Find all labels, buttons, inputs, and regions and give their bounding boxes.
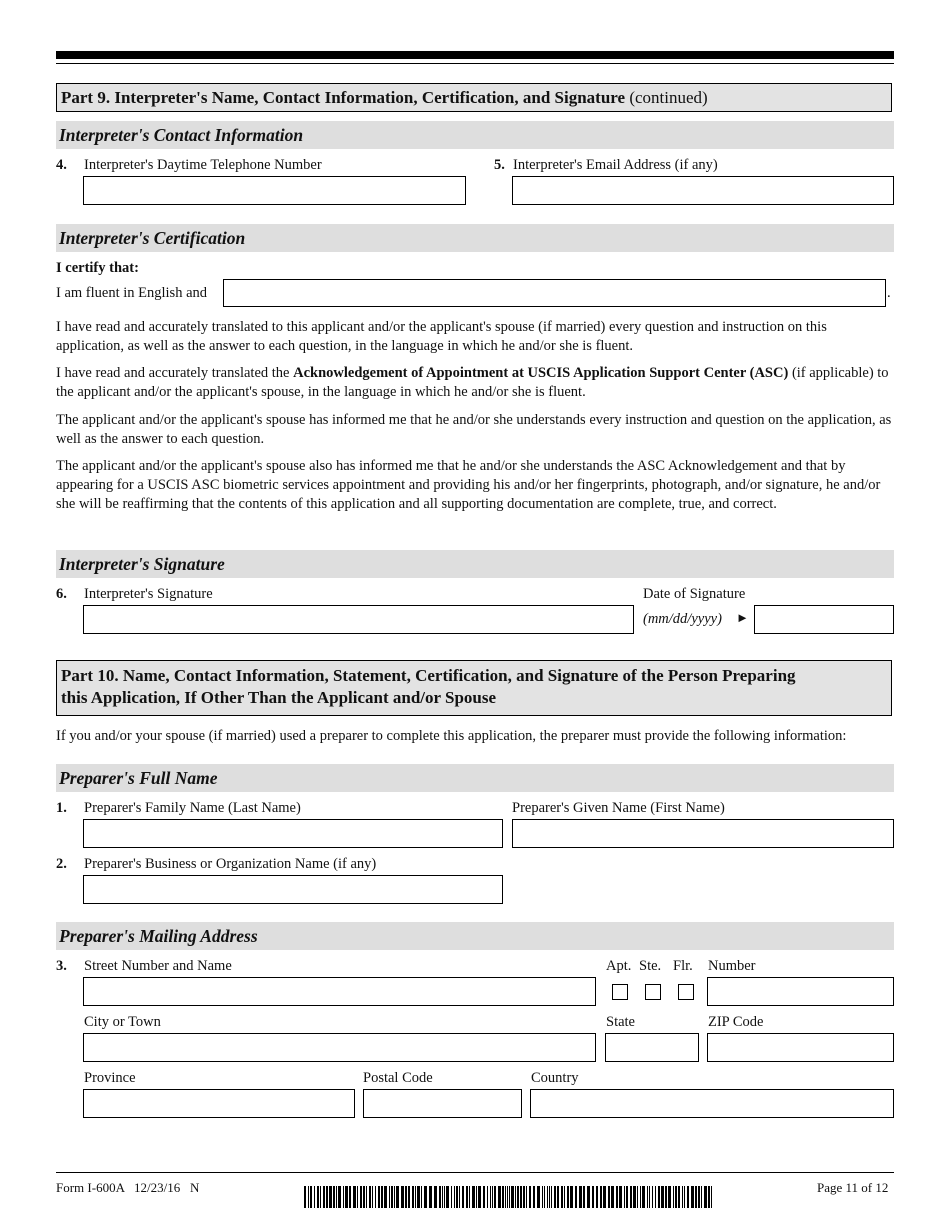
q1-number: 1. — [56, 800, 67, 816]
zip-input[interactable] — [707, 1033, 894, 1062]
cert-para-2-bold: Acknowledgement of Appointment at USCIS Application Support Center (ASC) — [293, 365, 789, 381]
section-preparer-name: Preparer's Full Name — [56, 764, 894, 792]
flr-checkbox[interactable] — [678, 984, 694, 1000]
section-preparer-address: Preparer's Mailing Address — [56, 922, 894, 950]
q2-number: 2. — [56, 856, 67, 872]
apt-checkbox[interactable] — [612, 984, 628, 1000]
signature-date-input[interactable] — [754, 605, 894, 634]
cert-para-3: The applicant and/or the applicant's spouse has informed me that he and/or she understands every instruction and question on the application, as well as the answer to each question. — [56, 412, 892, 447]
part9-title-continued: (continued) — [625, 88, 708, 107]
apt-number-input[interactable] — [707, 977, 894, 1006]
certify-label: I certify that: — [56, 260, 139, 276]
city-label: City or Town — [84, 1014, 161, 1030]
state-label: State — [606, 1014, 635, 1030]
part10-title-line1: Part 10. Name, Contact Information, Statement, Certification, and Signature of the Person Preparing — [61, 666, 796, 685]
interpreter-signature-input[interactable] — [83, 605, 634, 634]
part10-header — [56, 660, 892, 716]
family-name-label: Preparer's Family Name (Last Name) — [84, 800, 301, 816]
part9-title: Part 9. Interpreter's Name, Contact Information, Certification, and Signature — [61, 88, 626, 107]
part10-title-line2: this Application, If Other Than the Applicant and/or Spouse — [61, 688, 497, 707]
top-rule-thin — [56, 63, 894, 64]
business-name-label: Preparer's Business or Organization Name (if any) — [84, 856, 377, 872]
q6-label: Interpreter's Signature — [84, 586, 213, 602]
part10-intro: If you and/or your spouse (if married) used a preparer to complete this application, the preparer must provide the following information: — [56, 728, 847, 744]
family-name-input[interactable] — [83, 819, 503, 848]
cert-para-4: The applicant and/or the applicant's spouse also has informed me that he and/or she understands the ASC Acknowledgement and that by appearing for a USCIS ASC biometric services appointment and providing his and/or her fingerprints, photograph, and/or signature, he and/or she will be reaffirming that the contents of this application and all supporting documentation are complete, true, and correct. — [56, 458, 881, 512]
section-signature: Interpreter's Signature — [56, 550, 894, 578]
cert-para-2-post: (if applicable) to the applicant and/or the applicant's spouse, in the language in which he and/or she is fluent. — [56, 365, 889, 400]
ste-label: Ste. — [639, 958, 662, 974]
number-label: Number — [708, 958, 756, 974]
business-name-input[interactable] — [83, 875, 503, 904]
fluent-label: I am fluent in English and — [56, 285, 208, 301]
interpreter-phone-input[interactable] — [83, 176, 466, 205]
q6-number: 6. — [56, 586, 67, 602]
part9-header — [56, 83, 892, 112]
q3-number: 3. — [56, 958, 67, 974]
footer-rule — [56, 1172, 894, 1173]
flr-label: Flr. — [673, 958, 693, 974]
cert-para-2 — [56, 364, 894, 402]
section-contact-info: Interpreter's Contact Information — [56, 121, 894, 149]
fluent-period: . — [887, 285, 891, 301]
cert-para-1: I have read and accurately translated to this applicant and/or the applicant's spouse (if married) every question and instruction on this application, as well as the answer to each question, in the language in which he and/or she is fluent. — [56, 319, 827, 354]
barcode-icon — [304, 1186, 712, 1208]
state-input[interactable] — [605, 1033, 699, 1062]
province-input[interactable] — [83, 1089, 355, 1118]
ste-checkbox[interactable] — [645, 984, 661, 1000]
street-input[interactable] — [83, 977, 596, 1006]
given-name-input[interactable] — [512, 819, 894, 848]
arrow-right-icon: ► — [736, 610, 749, 625]
country-input[interactable] — [530, 1089, 894, 1118]
q4-label: Interpreter's Daytime Telephone Number — [84, 157, 322, 173]
cert-para-2-pre: I have read and accurately translated the — [56, 365, 294, 381]
footer-form-id: Form I-600A 12/23/16 N — [56, 1180, 200, 1195]
postal-code-label: Postal Code — [363, 1070, 433, 1086]
language-input[interactable] — [223, 279, 886, 307]
apt-label: Apt. — [606, 958, 632, 974]
city-input[interactable] — [83, 1033, 596, 1062]
given-name-label: Preparer's Given Name (First Name) — [512, 800, 725, 816]
q5-number: 5. — [494, 157, 505, 173]
province-label: Province — [84, 1070, 136, 1086]
q4-number: 4. — [56, 157, 67, 173]
country-label: Country — [531, 1070, 579, 1086]
street-label: Street Number and Name — [84, 958, 232, 974]
zip-label: ZIP Code — [708, 1014, 764, 1030]
postal-code-input[interactable] — [363, 1089, 522, 1118]
date-of-signature-label: Date of Signature — [643, 586, 746, 602]
q5-label: Interpreter's Email Address (if any) — [513, 157, 718, 173]
section-certification: Interpreter's Certification — [56, 224, 894, 252]
top-rule-thick — [56, 51, 894, 59]
date-format-label: (mm/dd/yyyy) — [643, 611, 722, 627]
footer-page-number: Page 11 of 12 — [817, 1180, 889, 1195]
interpreter-email-input[interactable] — [512, 176, 894, 205]
